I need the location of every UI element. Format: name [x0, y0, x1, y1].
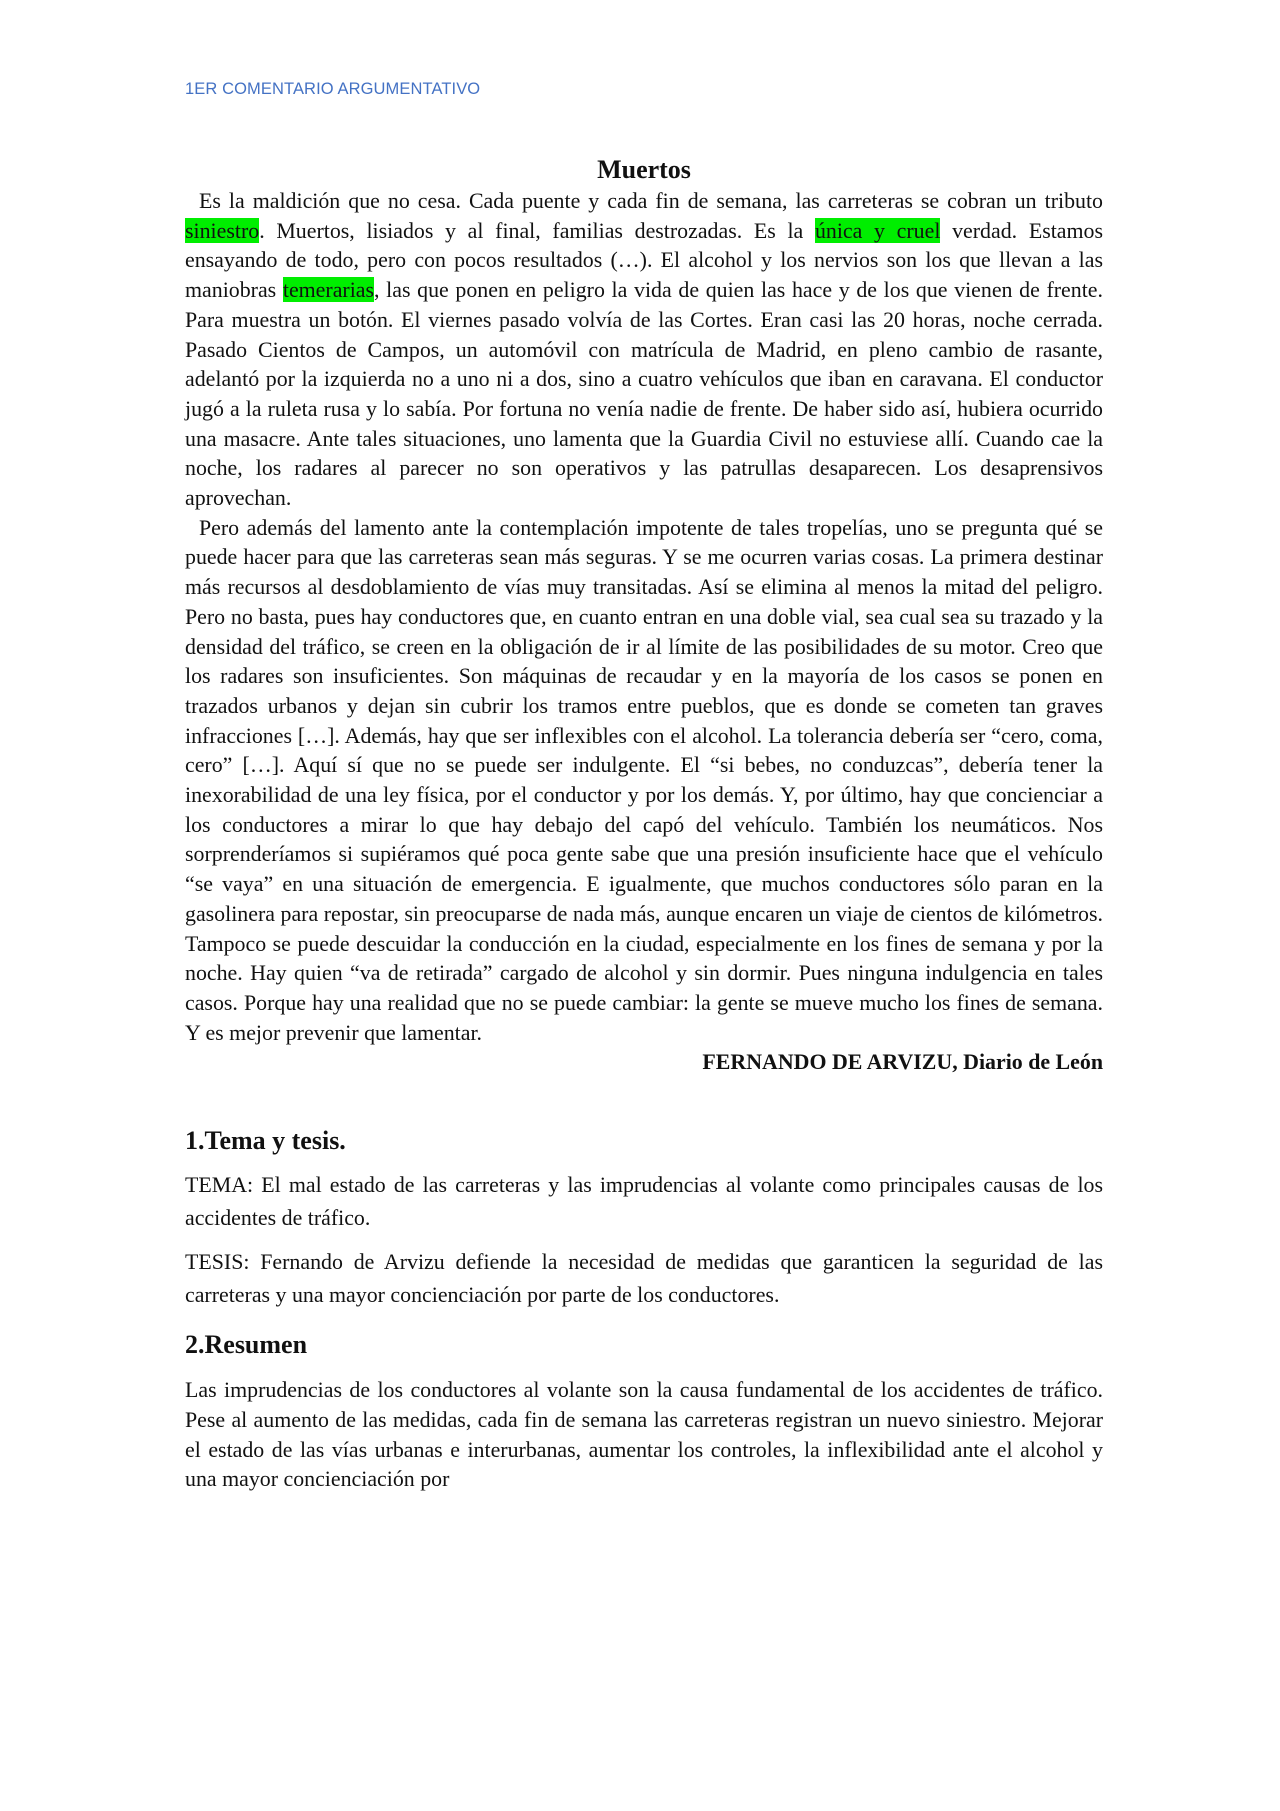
article-signature: FERNANDO DE ARVIZU, Diario de León — [702, 1049, 1103, 1075]
page-header: 1ER COMENTARIO ARGUMENTATIVO — [185, 80, 481, 98]
article-paragraph-1 — [185, 186, 1103, 513]
highlighted-word: siniestro — [185, 217, 260, 243]
highlighted-word: única y cruel — [814, 217, 941, 243]
document-body — [185, 154, 1103, 1494]
highlighted-word: temerarias — [282, 277, 375, 303]
resumen-text: Las imprudencias de los conductores al volante son la causa fundamental de los accidentes de tráfico. Pese al aumento de las medidas, cada fin de semana las carreteras registran un nuevo siniestro. Mejorar el estado de las vías urbanas e interurbanas, aumentar los controles, la inflexibilidad ante el alcohol y una mayor concienciación por — [185, 1377, 1103, 1492]
tesis-text: TESIS: Fernando de Arvizu defiende la necesidad de medidas que garanticen la seguridad de las carreteras y una mayor concienciación por parte de los conductores. — [185, 1249, 1103, 1307]
tema-text: TEMA: El mal estado de las carreteras y las imprudencias al volante como principales causas de los accidentes de tráfico. — [185, 1172, 1103, 1230]
paragraph-text: verdad. Estamos ensayando de todo, pero con pocos resultados (…). El alcohol y los nervios son los que llevan a las maniobras — [185, 217, 1104, 303]
paragraph-text: . Muertos, lisiados y al final, familias destrozadas. Es la — [259, 217, 815, 243]
section-heading-tema-tesis: 1.Tema y tesis. — [185, 1126, 346, 1156]
paragraph-text: , las que ponen en peligro la vida de quien las hace y de los que vienen de frente. Para muestra un botón. El viernes pasado volvía de las Cortes. Eran casi las 20 horas, noche cerrada. Pasado Cientos de Campos, un automóvil con matrícula de Madrid, en pleno cambio de rasante, adelantó por la izquierda no a uno ni a dos, sino a cuatro vehículos que iban en caravana. El conductor jugó a la ruleta rusa y lo sabía. Por fortuna no venía nadie de frente. De haber sido así, hubiera ocurrido una masacre. Ante tales situaciones, uno lamenta que la Guardia Civil no estuviese allí. Cuando cae la noche, los radares al parecer no son operativos y las patrullas desaparecen. Los desaprensivos aprovechan. — [185, 277, 1103, 511]
paragraph-text: Es la maldición que no cesa. Cada puente y cada fin de semana, las carreteras se cobran un tributo — [199, 188, 1103, 213]
article-title: Muertos — [597, 155, 691, 184]
section-heading-resumen: 2.Resumen — [185, 1330, 308, 1360]
article-paragraph-2: Pero además del lamento ante la contemplación impotente de tales tropelías, uno se pregunta qué se puede hacer para que las carreteras sean más seguras. Y se me ocurren varias cosas. La primera destinar más recursos al desdoblamiento de vías muy transitadas. Así se elimina al menos la mitad del peligro. Pero no basta, pues hay conductores que, en cuanto entran en una doble vial, sea cual sea su trazado y la densidad del tráfico, se creen en la obligación de ir al límite de las posibilidades de su motor. Creo que los radares son insuficientes. Son máquinas de recaudar y en la mayoría de los casos se ponen en trazados urbanos y dejan sin cubrir los tramos entre pueblos, que es donde se cometen tan graves infracciones […]. Además, hay que ser inflexibles con el alcohol. La tolerancia debería ser “cero, coma, cero” […]. Aquí sí que no se puede ser indulgente. El “si bebes, no conduzcas”, debería tener la inexorabilidad de una ley física, por el conductor y por los demás. Y, por último, hay que concienciar a los conductores a mirar lo que hay debajo del capó del vehículo. También los neumáticos. Nos sorprenderíamos si supiéramos qué poca gente sabe que una presión insuficiente hace que el vehículo “se vaya” en una situación de emergencia. E igualmente, que muchos conductores sólo paran en la gasolinera para repostar, sin preocuparse de nada más, aunque encaren un viaje de cientos de kilómetros. Tampoco se puede descuidar la conducción en la ciudad, especialmente en los fines de semana y por la noche. Hay quien “va de retirada” cargado de alcohol y sin dormir. Pues ninguna indulgencia en tales casos. Porque hay una realidad que no se puede cambiar: la gente se mueve mucho los fines de semana. Y es mejor prevenir que lamentar. — [185, 514, 1103, 1045]
